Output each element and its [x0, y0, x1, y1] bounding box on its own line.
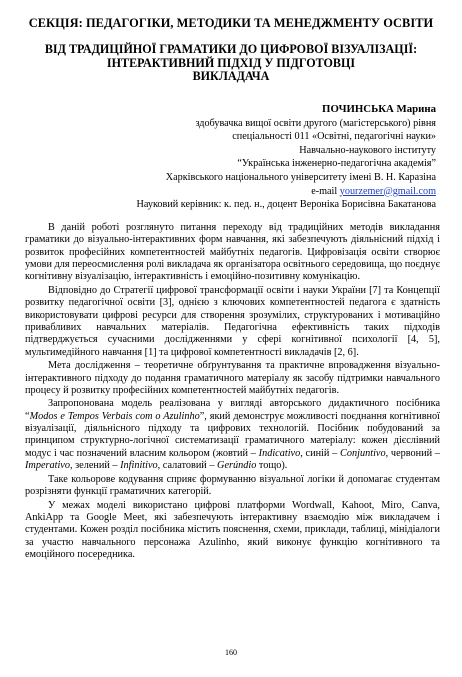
title-line: ІНТЕРАКТИВНИЙ ПІДХІД У ПІДГОТОВЦІ — [106, 55, 356, 70]
section-heading: СЕКЦІЯ: ПЕДАГОГІКИ, МЕТОДИКИ ТА МЕНЕДЖМЕНТУ ОСВІТИ — [28, 16, 434, 30]
affiliation-line: спеціальності 011 «Освітні, педагогічні науки» — [232, 131, 436, 143]
affiliation-line: Навчально-наукового інституту — [299, 144, 436, 156]
email-line — [16, 185, 436, 199]
paragraph-intro: В даній роботі розглянуто питання переходу від традиційних методів викладання граматики до візуально-інтерактивних форм навчання, які забезпечують діяльнісний підхід і розвиток професійних компетентностей майбутніх педагогів. Цифровізація освіти створює умови для переосмислення ролі викладача як організатора освітнього середовища, що поєднує когнітивну візуалізацію, інтерактивність і емоційно-позитивну комунікацію. — [25, 222, 440, 283]
paragraph-strategy: Відповідно до Стратегії цифрової трансформації освіти і науки України [7] та Концепції розвитку педагогічної освіти [3], однією з ключових компетентностей педагога є здатність використовувати цифрові ресурси для створення зрозумілих, структурованих і мотиваційно привабливих навчальних матеріалів. Педагогічна ефективність таких підходів підтверджується сучасними дослідженнями у сфері когнітивної психології [4, 5], мультимедійного навчання [1] та цифрової компетентності викладачів [2, 6]. — [25, 284, 440, 358]
email-link[interactable]: yourzemer@gmail.com — [339, 185, 436, 197]
affiliation-line: Харківського національного університету імені В. Н. Каразіна — [165, 171, 436, 183]
supervisor-line: Науковий керівник: к. пед. н., доцент Вероніка Борисівна Бакатанова — [136, 199, 436, 211]
paragraph-model: Запропонована модель реалізована у вигляді авторського дидактичного посібника “Modos e Tempos Verbais com o Azulinho”, який демонструє можливості поєднання когнітивної візуалізації, діяльнісного підходу та цифрових технологій. Посібник побудований за принципом структурно-логічної систематизації граматичного матеріалу: кожен дієслівний модус і час позначений власним кольором (жовтий – Indicativo, синій – Conjuntivo, червоний – Imperativo, зелений – Infinitivo, салатовий – Gerúndio тощо). — [25, 398, 440, 472]
affiliation-line: “Українська інженерно-педагогічна академія” — [237, 158, 436, 170]
paragraph-color-coding: Таке кольорове кодування сприяє формуванню візуальної логіки й допомагає студентам розрізняти функції граматичних категорій. — [25, 473, 440, 497]
email-prefix: e-mail — [311, 185, 340, 197]
title-line: ВИКЛАДАЧА — [192, 69, 270, 83]
paragraph-aim: Мета дослідження – теоретичне обґрунтування та практичне впровадження візуально-інтерактивного підходу до подання граматичного матеріалу як засобу підтримки навчального процесу й розвитку професійних компетентностей майбутніх педагогів. — [25, 360, 440, 396]
italic-term: Indicativo — [258, 447, 301, 459]
page-number: 160 — [225, 648, 237, 657]
italic-term: Gerúndio — [217, 460, 257, 472]
body-text — [25, 222, 440, 562]
affiliation-line: здобувачка вищої освіти другого (магістерського) рівня — [195, 117, 436, 129]
italic-term: Infinitivo — [120, 460, 158, 472]
paragraph-platforms: У межах моделі використано цифрові платформи Wordwall, Kahoot, Miro, Canva, AnkiApp та Google Meet, які забезпечують інтерактивну взаємодію між викладачем і студентами. Кожен розділ посібника містить пояснення, схеми, приклади, таблиці, мінідіалоги за участю навчального персонажа Azulinho, який виконує функцію когнітивного та емоційного посередника. — [25, 499, 440, 560]
author-name: ПОЧИНСЬКА Марина — [322, 103, 436, 115]
italic-term: Conjuntivo — [340, 447, 386, 459]
italic-term: Imperativo — [25, 460, 70, 472]
paper-title — [0, 43, 462, 84]
title-line: ВІД ТРАДИЦІЙНОЇ ГРАМАТИКИ ДО ЦИФРОВОЇ ВІЗУАЛІЗАЦІЇ: — [44, 42, 418, 56]
italic-term: Modos e Tempos Verbais com o Azulinho — [29, 410, 200, 422]
author-block — [16, 103, 436, 212]
